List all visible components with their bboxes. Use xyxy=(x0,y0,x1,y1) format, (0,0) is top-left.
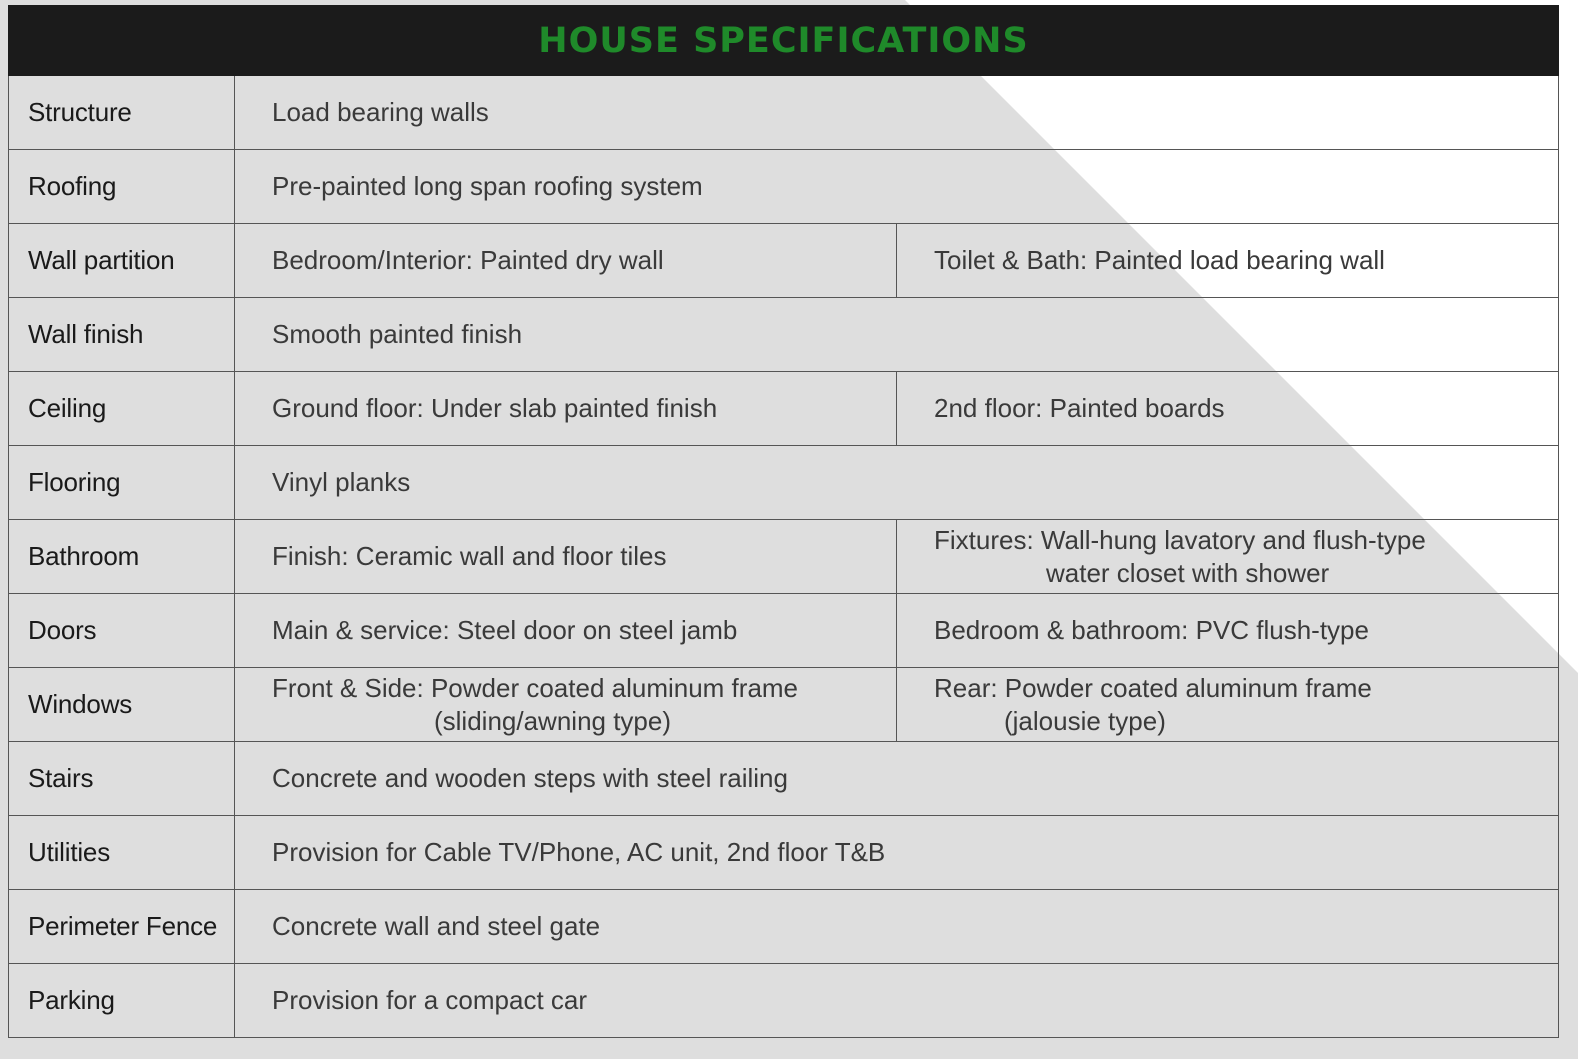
specifications-table xyxy=(8,5,1559,1038)
table-title: HOUSE SPECIFICATIONS xyxy=(9,6,1559,76)
row-value: Provision for a compact car xyxy=(235,964,1559,1038)
row-value-secondary xyxy=(897,668,1559,742)
row-value-secondary: 2nd floor: Painted boards xyxy=(897,372,1559,446)
table-row-bathroom xyxy=(9,520,1559,594)
value-line-1: Front & Side: Powder coated aluminum frame xyxy=(272,672,799,703)
row-value-secondary: Bedroom & bathroom: PVC flush-type xyxy=(897,594,1559,668)
table-row-parking xyxy=(9,964,1559,1038)
row-label: Wall partition xyxy=(9,224,235,298)
row-value-secondary: Toilet & Bath: Painted load bearing wall xyxy=(897,224,1559,298)
row-label: Utilities xyxy=(9,816,235,890)
row-value: Provision for Cable TV/Phone, AC unit, 2nd floor T&B xyxy=(235,816,1559,890)
row-value: Finish: Ceramic wall and floor tiles xyxy=(235,520,897,594)
row-value: Main & service: Steel door on steel jamb xyxy=(235,594,897,668)
row-label: Bathroom xyxy=(9,520,235,594)
row-label: Roofing xyxy=(9,150,235,224)
table-row-windows xyxy=(9,668,1559,742)
table-row-perimeter-fence xyxy=(9,890,1559,964)
row-value: Bedroom/Interior: Painted dry wall xyxy=(235,224,897,298)
row-label: Doors xyxy=(9,594,235,668)
row-value: Load bearing walls xyxy=(235,76,1559,150)
row-label: Windows xyxy=(9,668,235,742)
row-label: Stairs xyxy=(9,742,235,816)
value-line-1: Rear: Powder coated aluminum frame xyxy=(934,672,1372,703)
table-row-utilities xyxy=(9,816,1559,890)
value-line-1: Fixtures: Wall-hung lavatory and flush-type xyxy=(934,524,1426,555)
value-line-2: water closet with shower xyxy=(1046,557,1330,588)
table-row-ceiling xyxy=(9,372,1559,446)
row-label: Structure xyxy=(9,76,235,150)
row-label: Wall finish xyxy=(9,298,235,372)
row-value-secondary xyxy=(897,520,1559,594)
value-line-2: (sliding/awning type) xyxy=(434,705,672,736)
table-row-flooring xyxy=(9,446,1559,520)
table-row-structure xyxy=(9,76,1559,150)
row-label: Perimeter Fence xyxy=(9,890,235,964)
row-value: Vinyl planks xyxy=(235,446,1559,520)
table-row-doors xyxy=(9,594,1559,668)
row-label: Parking xyxy=(9,964,235,1038)
table-row-wall-finish xyxy=(9,298,1559,372)
row-value: Pre-painted long span roofing system xyxy=(235,150,1559,224)
row-value: Concrete wall and steel gate xyxy=(235,890,1559,964)
row-value: Ground floor: Under slab painted finish xyxy=(235,372,897,446)
value-line-2: (jalousie type) xyxy=(1004,705,1166,736)
row-label: Ceiling xyxy=(9,372,235,446)
table-row-wall-partition xyxy=(9,224,1559,298)
row-label: Flooring xyxy=(9,446,235,520)
row-value: Smooth painted finish xyxy=(235,298,1559,372)
table-row-roofing xyxy=(9,150,1559,224)
row-value xyxy=(235,668,897,742)
row-value: Concrete and wooden steps with steel railing xyxy=(235,742,1559,816)
table-row-stairs xyxy=(9,742,1559,816)
